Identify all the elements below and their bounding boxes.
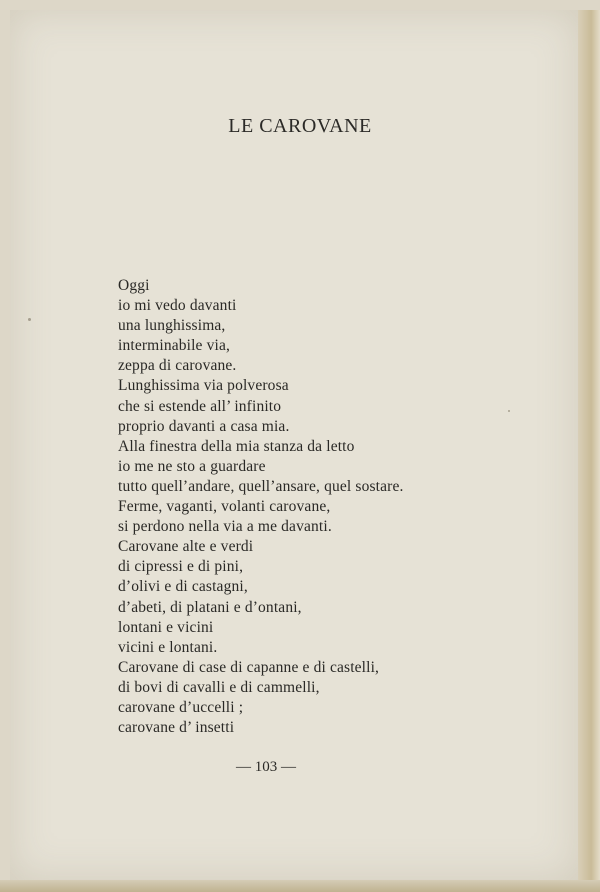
poem-line: tutto quell’andare, quell’ansare, quel sostare. (118, 477, 404, 495)
poem-line: carovane d’ insetti (118, 719, 235, 737)
poem-body (118, 276, 404, 738)
page-edge (578, 10, 600, 890)
page-number: — 103 — (236, 759, 296, 775)
poem-line: carovane d’uccelli ; (118, 698, 244, 716)
poem-line: lontani e vicini (118, 618, 214, 636)
poem-line: d’olivi e di castagni, (118, 578, 248, 596)
poem-line: Lunghissima via polverosa (118, 377, 289, 395)
poem-line: Carovane di case di capanne e di castelli, (118, 658, 380, 676)
poem-line: interminabile via, (118, 337, 231, 355)
poem-line: Carovane alte e verdi (118, 538, 254, 556)
poem-line: si perdono nella via a me davanti. (118, 518, 332, 536)
poem-line: Oggi (118, 277, 150, 294)
poem-line: di bovi di cavalli e di cammelli, (118, 678, 320, 696)
paper-speck (508, 410, 510, 412)
paper-speck (28, 318, 31, 321)
poem-line: che si estende all’ infinito (118, 397, 282, 415)
poem-line: vicini e lontani. (118, 638, 218, 656)
poem-line: Ferme, vaganti, volanti carovane, (118, 498, 331, 516)
poem-line: io mi vedo davanti (118, 297, 237, 315)
poem-line: d’abeti, di platani e d’ontani, (118, 598, 302, 616)
poem-line: Alla finestra della mia stanza da letto (118, 437, 355, 455)
poem-line: io me ne sto a guardare (118, 457, 266, 475)
bottom-edge (0, 880, 600, 892)
poem-line: una lunghissima, (118, 317, 226, 335)
poem-title: LE CAROVANE (228, 115, 372, 137)
poem-line: proprio davanti a casa mia. (118, 417, 290, 435)
poem-line: di cipressi e di pini, (118, 558, 244, 576)
poem-line: zeppa di carovane. (118, 357, 237, 375)
